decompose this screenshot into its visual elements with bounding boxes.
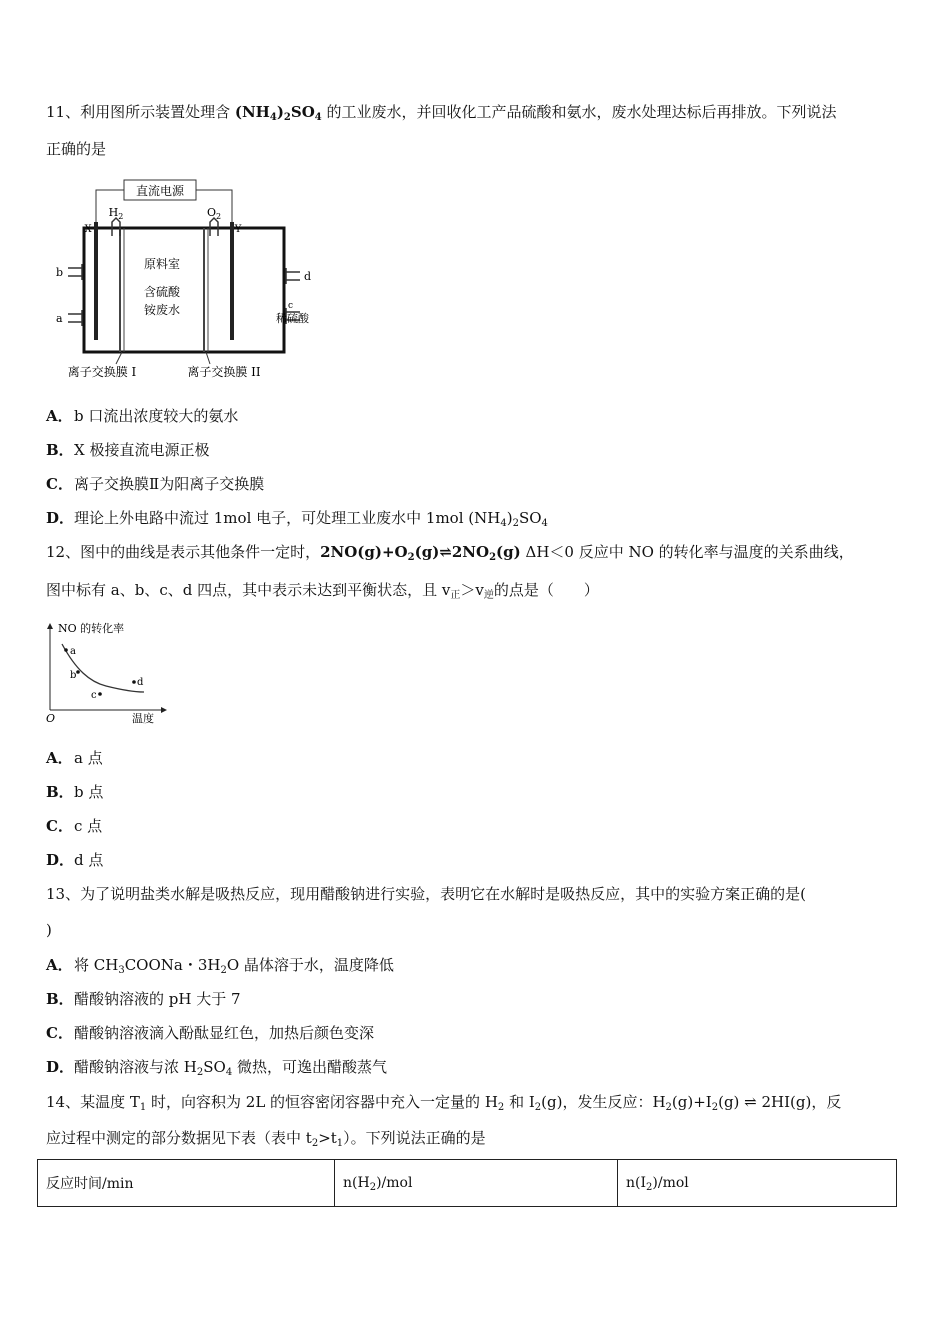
chamber-label: 原料室 (143, 257, 181, 271)
q11-option-a: A．b 口流出浓度较大的氨水 (46, 407, 239, 425)
origin-label: O (46, 712, 56, 725)
power-source-label: 直流电源 (135, 184, 185, 198)
port-d (286, 268, 300, 284)
q12-option-d: D．d 点 (46, 851, 104, 869)
q12-stem-line2: 图中标有 a、b、c、d 四点，其中表示未达到平衡状态，且 $v_正>v_逆$的点是（ ） (46, 581, 599, 601)
x-label: X (84, 224, 92, 235)
h2-label: $H_2$ (108, 206, 124, 221)
port-a (68, 310, 82, 326)
point-c-label: c (91, 690, 97, 701)
q13-option-c: C．醋酸钠溶液滴入酚酞显红色，加热后颜色变深 (46, 1024, 375, 1042)
a-label: a (56, 312, 63, 325)
q12-option-b: B．b 点 (46, 783, 104, 801)
q13-option-a: A．将 $CH_3COONa$・$3H_2O$ 晶体溶于水，温度降低 (46, 956, 394, 976)
q14-data-table (37, 1159, 897, 1207)
d-label: d (304, 270, 312, 283)
table-header-time: 反应时间/min (38, 1160, 335, 1207)
q11-stem-line1: 11、利用图所示装置处理含 $(NH_4)_2SO_4$ 的工业废水，并回收化工产品硫酸和氨水，废水处理达标后再排放。下列说法 (46, 103, 837, 123)
point-a-label: a (70, 646, 76, 657)
q11-stem-line2: 正确的是 (46, 140, 107, 158)
q13-option-b: B．醋酸钠溶液的 pH 大于 7 (46, 990, 241, 1008)
x-axis-label: 温度 (132, 712, 154, 725)
table-row (38, 1160, 897, 1207)
point-a (64, 648, 68, 652)
q12-stem-line1: 12、图中的曲线是表示其他条件一定时，$2NO(g)+O_2(g)\rightleftharpoons 2NO_2(g)$ ΔH＜0 反应中 NO 的转化率与温度的关系曲线， (46, 543, 854, 563)
q11-option-b: B．X 极接直流电源正极 (46, 441, 210, 459)
x-electrode (94, 222, 98, 340)
o2-label: $O_2$ (206, 206, 222, 221)
point-b-label: b (70, 670, 77, 681)
q14-stem-line2: 应过程中测定的部分数据见下表（表中 $t_2>t_1$）。下列说法正确的是 (46, 1129, 486, 1149)
q12-option-a: A．a 点 (46, 749, 103, 767)
table-header-i2: $n(I_2)$/mol (618, 1160, 897, 1207)
port-b (68, 264, 82, 280)
electrolysis-figure (46, 176, 326, 386)
q11-option-c: C．离子交换膜Ⅱ为阳离子交换膜 (46, 475, 265, 493)
y-axis-label: NO 的转化率 (58, 622, 125, 635)
b-label: b (56, 266, 64, 279)
table-header-h2: $n(H_2)$/mol (335, 1160, 618, 1207)
point-d-label: d (137, 677, 144, 688)
y-label: Y (234, 224, 242, 235)
q13-stem-line1: 13、为了说明盐类水解是吸热反应，现用醋酸钠进行实验，表明它在水解时是吸热反应，其中的实验方案正确的是( (46, 885, 806, 903)
c-label: c (288, 301, 294, 311)
membrane-1-label: 离子交换膜 I (67, 365, 137, 379)
point-c (98, 692, 102, 696)
q13-stem-line2: ) (46, 921, 52, 939)
dilute-acid-label: 稀硫酸 (276, 312, 309, 325)
q12-option-c: C．c 点 (46, 817, 103, 835)
point-b (76, 670, 80, 674)
q13-option-d: D．醋酸钠溶液与浓 $H_2SO_4$ 微热，可逸出醋酸蒸气 (46, 1058, 387, 1078)
content-label-1: 含硫酸 (143, 285, 181, 299)
membrane-2-label: 离子交换膜 II (187, 365, 261, 379)
conversion-curve-figure (44, 618, 174, 728)
point-d (132, 680, 136, 684)
content-label-2: 铵废水 (143, 303, 181, 317)
q14-stem-line1: 14、某温度 $T_1$ 时，向容积为 2L 的恒容密闭容器中充入一定量的 $H_2$ 和 $I_2(g)$，发生反应：$H_2(g)+I_2(g)$ ⇌ 2HI(g)，反 (46, 1093, 842, 1113)
q11-option-d: D．理论上外电路中流过 1mol 电子，可处理工业废水中 1mol $(NH_4)_2SO_4$ (46, 509, 548, 529)
y-electrode (230, 222, 234, 340)
